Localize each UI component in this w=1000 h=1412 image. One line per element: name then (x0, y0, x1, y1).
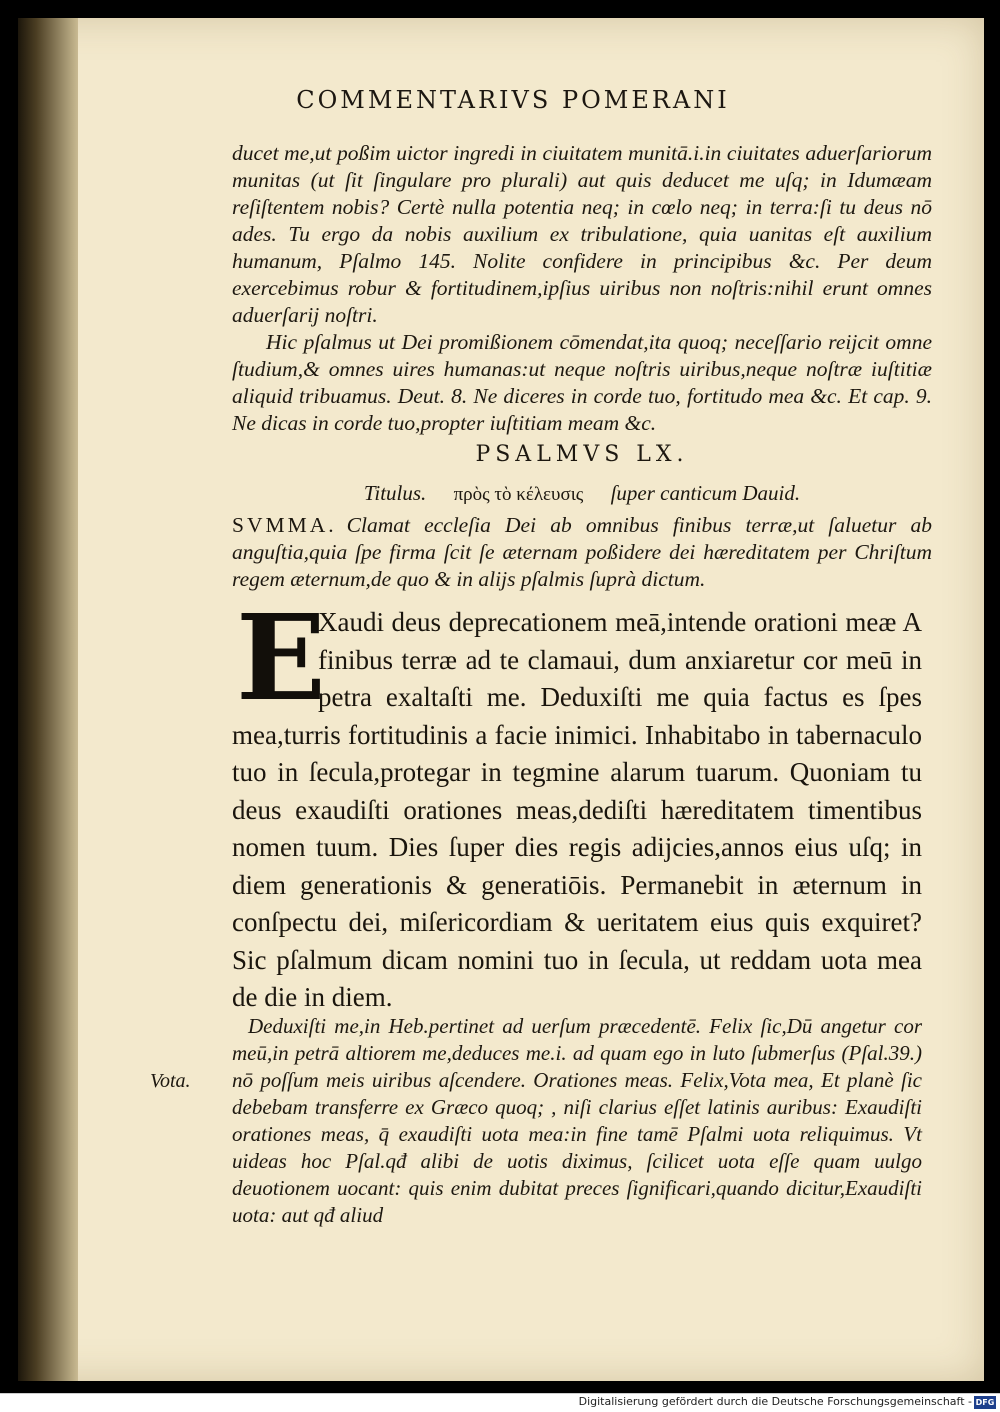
summa-text: Clamat eccleſia Dei ab omnibus finibus terræ,ut ſaluetur ab anguſtia,quia ſpe firma ſcit ſe æternam poßidere dei hæreditatem per Chriſtum regem æternum,de quo & in alijs pſalmis ſuprà dictum. (232, 513, 932, 591)
psalm-body: Xaudi deus deprecationem meā,intende orationi meæ A finibus terræ ad te clamaui, dum anxiaretur cor meū in petra exaltaſti me. Deduxiſti me quia factus es ſpes mea,turris fortitudinis a facie inimici. Inhabitabo in tabernaculo tuo in ſecula,protegar in tegmine alarum tuarum. Quoniam tu deus exaudiſti orationes meas,dediſti hæreditatem timentibus nomen tuum. Dies ſuper dies regis adijcies,annos eius uſq; in diem generationis & generatiōis. Permanebit in æternum in conſpectu dei, miſericordiam & ueritatem eius quis exquiret? Sic pſalmum dicam nomini tuo in ſecula, ut reddam uota mea de die in diem. (232, 607, 922, 1012)
bottom-commentary (232, 1013, 922, 1229)
footer-bar (0, 1393, 1000, 1412)
psalm-title: PSALMVS LX. (475, 442, 689, 467)
commentary-paragraph-2: Hic pſalmus ut Dei promißionem cōmendat,ita quoq; neceſſario reijcit omne ſtudium,& omnes uires humanas:ut neque noſtris uiribus,neque noſtræ iuſtitiæ aliquid tribuamus. Deut. 8. Ne diceres in corde tuo, fortitudo mea &c. Et cap. 9. Ne dicas in corde tuo,propter iuſtitiam meam &c. (232, 330, 932, 435)
page-gutter (18, 18, 78, 1381)
psalm-text (232, 588, 922, 1017)
titulus-rest: ſuper canticum Dauid. (610, 481, 801, 505)
dfg-logo-icon: DFG (975, 1398, 995, 1407)
running-title: COMMENTARIVS POMERANI (296, 86, 730, 114)
bottom-commentary-text: Deduxiſti me,in Heb.pertinet ad uerſum præcedentē. Felix ſic,Dū angetur cor meū,in petrā altiorem me,deduces me.i. ad quam ego in luto ſubmerſus (Pſal.39.) nō poſſum meis uiribus aſcendere. Orationes meas. Felix,Vota mea, Et planè ſic debebam transferre ex Græco quoq; , niſi clarius eſſet latinis auribus: Exaudiſti orationes meas, q̄ exaudiſti uota mea:in fine tamē Pſalmi uota reliquimus. Vt uideas hoc Pſal.qđ alibi de uotis diximus, ſcilicet uota eſſe quam uulgo deuotionem uocant: quis enim dubitat preces ſignificari,quando dicitur,Exaudiſti uota: aut qđ aliud (232, 1014, 922, 1227)
margin-note: Vota. (150, 1070, 191, 1092)
titulus-label: Titulus. (363, 481, 427, 505)
top-commentary (232, 140, 932, 437)
psalm-titulus (232, 481, 932, 506)
commentary-paragraph-1: ducet me,ut poßim uictor ingredi in ciuitatem munitā.i.in ciuitates aduerſariorum munitas (ut ſit ſingulare pro plurali) aut quis deducet me uſq; in Idumæam reſiſtentem nobis? Certè nulla potentia neq; in cœlo neq; in terra:ſi tu deus nō ades. Tu ergo da nobis auxilium ex tribulatione, quia uanitas eſt auxilium humanum, Pſalmo 145. Nolite confidere in principibus &c. Per deum exercebimus robur & fortitudinem,ipſius uiribus non noſtris:nihil erunt omnes aduerſarij noſtri. (232, 141, 932, 327)
titulus-greek: πρὸς τὸ κέλευσις (453, 484, 584, 505)
psalm-summa (232, 512, 932, 593)
footer-text: Digitalisierung gefördert durch die Deutsche Forschungsgemeinschaft - (578, 1395, 972, 1408)
summa-label: SVMMA. (232, 513, 337, 537)
drop-cap: E (236, 588, 326, 727)
